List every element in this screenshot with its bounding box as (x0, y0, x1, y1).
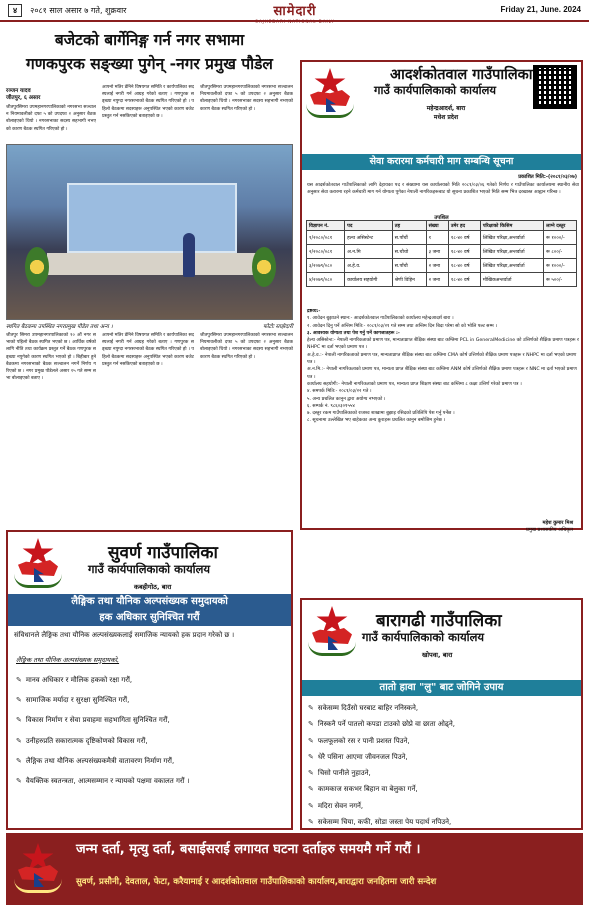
note-item: ८. सूचनामा उल्लेखित भए बाहेकका अन्य कुराहरू प्रचलित कानुन बमोजिम हुनेछ । (307, 418, 446, 424)
table-cell: ४/२०७९/०८० (307, 273, 345, 287)
list-item: ✎ विकास निर्माण र सेवा प्रवाहमा सहभागिता सुनिश्चित गरौं, (16, 710, 288, 730)
article-col-3: जीतपुरसिमरा उपमहानगरपालिकाको नगरसभा सञ्चालन नियमावलीको दफा ५ को उपदफा २ अनुसार बैठक बोलाइएको थियो । नगरसभाका सदस्य सहभागी नभएको कारण बैठक स्थगित गरिएको हो । (200, 333, 293, 360)
article-col-3-intro: जीतपुरसिमरा उपमहानगरपालिकाको नगरसभा सञ्चालन नियमावलीको दफा ५ को उपदफा २ अनुसार बैठक बोलाइएको थियो । नगरसभाका सदस्य सहभागी नभएको कारण बैठक स्थगित गरिएको हो । (200, 85, 293, 112)
nepal-emblem-icon (306, 68, 354, 120)
notice2-subtitle: गाउँ कार्यपालिकाको कार्यालय (88, 562, 211, 576)
col-header: परिक्षाको किसिम (480, 221, 543, 231)
pen-icon: ✎ (16, 736, 22, 745)
note-item: ७. दस्तुर रकम गाउँपालिकाको राजश्व शाखामा बुझाइ रसिदको प्रतिलिपि पेश गर्नु पर्नेछ । (307, 411, 455, 417)
notice1-intro: यस आदर्शकोतवाल गाउँपालिकाको लागि देहायका पद र संख्यामा यस कार्यालयको मिति २०८१/०३/०६ गतेको निर्णय र गाउँपालिका कार्यालयमा स्थानीय सेवा अनुसार सेवा करारमा रहने कर्मचारी माग गर्न योग्यता पुगेका नेपाली नागरिकहरूबाट यो सूचना प्रकाशित भएको मिति सम्म भित्र दरखास्त आह्वान गरिन्छ । (307, 183, 579, 196)
headline-line-2: गणकपुरक सङ्ख्या पुगेन् -नगर प्रमुख पौडेल (26, 55, 273, 73)
pen-icon: ✎ (16, 716, 22, 725)
notice3-list (308, 700, 580, 830)
col-header: तह (392, 221, 426, 231)
article-col-1-intro: जीतपुरसिमरा उपमहानगरपालिकाको नगरसभा सञ्चालन नियमावलीको दफा ५ को उपदफा २ अनुसार बैठक बोलाइएको थियो । नगरसभाका सदस्य सहभागी नभएको कारण बैठक स्थगित गरिएको हो । (6, 105, 96, 132)
note-item: १. आवेदन बुझाउने स्थान:- आदर्शकोतवाल गाउँपालिकाको कार्यालय महेन्द्रआदर्श बारा । (307, 316, 454, 322)
article-col-1: जीतपुर सिमरा उपमहानगरपालिकाको १० औं नगर सभाको पहिलो बैठक स्थगित भएको छ । आर्थिक वर्षको लागि नीति तथा कार्यक्रम प्रस्तुत गर्ने बैठक गणपुरक सङ्ख्या नपुगेको कारण स्थगित भएको हो । बिहीबार हुने बैठकमा नगरसभाको बैठक सञ्चालन नगर्ने निर्णय गरिएको छ । नगर प्रमुख पौडेलले असार १५ गते सम्म सभा बोलाइएको बताए । (6, 333, 96, 382)
notice2-list (16, 670, 288, 791)
table-cell: १८-४० वर्ष (448, 231, 480, 245)
vacancy-table-header-row (307, 221, 577, 231)
nepal-emblem-icon (14, 538, 62, 590)
list-item: ✎ उनीहरुप्रति सकारात्मक दृष्टिकोणको विकास गरौं, (16, 731, 288, 751)
note-item: ३. आवश्यक योग्यता तथा पेश गर्नु पर्ने कागजातहरू :- (307, 330, 400, 336)
note-item: ५. अन्य प्रचलित कानुन द्वारा अयोग्य नभएको । (307, 396, 386, 402)
table-cell: रू ५००/- (544, 273, 577, 287)
note-item: २. आवेदन दिनु पर्ने अन्तिम मिति:- २०८१/०३/२१ गते सम्म तथा अन्तिम दिन बिदा परेमा सो को भोलि पल्ट सम्म । (307, 323, 497, 329)
table-cell: २ जना (426, 259, 448, 273)
list-item: ✎ चिसो पानीले नुहाउने, (308, 765, 580, 781)
news-article (6, 28, 293, 555)
table-cell: स.पाँचौं (392, 231, 426, 245)
list-item: ✎ सकेसम्म दिउँसो घरबाट बाहिर ननिस्कने, (308, 700, 580, 716)
notice3-subtitle: गाउँ कार्यपालिकाको कार्यालय (362, 630, 485, 644)
notice3-title: बारागढी गाउँपालिका (376, 611, 502, 631)
photo-credit: फोटोः साझेदारी (262, 324, 293, 330)
notice-adarshkotwal (300, 60, 583, 533)
table-cell: रू १०००/- (544, 231, 577, 245)
col-header: विज्ञापन नं. (307, 221, 345, 231)
notice1-place: महेन्द्रआदर्श, बारा मधेश प्रदेश (426, 105, 466, 121)
table-cell: श्रेणी विहिन (392, 273, 426, 287)
col-header: उमेर हद (448, 221, 480, 231)
list-item: ✎ कामकाज सकभर बिहान वा बेलुका गर्ने, (308, 781, 580, 797)
photo-table (47, 253, 257, 275)
footer-banner (6, 833, 583, 905)
brand-name: सामेदारी (273, 4, 317, 19)
list-item: ✎ लैङ्गिक तथा यौनिक अल्पसंख्यकमैत्री वातावरण निर्माण गरौं, (16, 751, 288, 771)
notice3-place: खोपवा, बारा (422, 651, 453, 659)
pen-icon: ✎ (308, 736, 314, 745)
col-header: संख्या (426, 221, 448, 231)
notice2-list-heading: लैङ्गिक तथा यौनिक अल्पसंख्यक समुदायको, (16, 656, 120, 664)
notice2-place: कबहीगोठ, बारा (134, 583, 172, 591)
qr-code-icon (533, 65, 577, 109)
note-item: ६. सम्पर्क नं. ९८६०३०१५५४ (307, 403, 355, 409)
list-item: ✎ वैयक्तिक स्वतन्त्रता, आत्मसम्मान र न्यायको पक्षमा वकालत गरौं । (16, 771, 288, 791)
photo-flowers-right (252, 247, 276, 287)
nepal-emblem-icon (14, 843, 62, 895)
table-row (307, 273, 577, 287)
table-cell: २/२०८०/०८१ (307, 245, 345, 259)
footer-message: जन्म दर्ता, मृत्यु दर्ता, बसाईसराई लगायत घटना दर्ताहरु समयमै गर्ने गरौं । (76, 842, 421, 857)
pen-icon: ✎ (16, 777, 22, 786)
note-item: कार्यालय सहयोगी:- नेपाली नागरिकताको प्रमाण पत्र, मान्यता प्राप्त शिक्षण संस्था बाट कम्तिमा ८ कक्षा उत्तिर्ण गरेको प्रमाण पत्र । (307, 381, 522, 387)
article-col-2-intro: आफ्नो मतिर डेनिने विषयगत समिति र कार्यपालिका सदस्यलाई नगरी गर्न आग्रह गरेको बताए । गणपुरक सङ्ख्या नपुग्दा नगरसभाको बैठक स्थगित गरिएको हो । पहिलो बैठकमा सदस्यहरू अनुपस्थित भएको कारण बजेट प्रस्तुत गर्न नसकिएको बताइएको छ । (102, 85, 194, 119)
pen-icon: ✎ (16, 696, 22, 705)
notes-title: द्रष्टव्य:- (307, 309, 321, 314)
table-cell: अ.हे.व. (345, 259, 393, 273)
table-cell: १८-४० वर्ष (448, 259, 480, 273)
pen-icon: ✎ (308, 769, 314, 778)
pen-icon: ✎ (16, 756, 22, 765)
article-col-2: आफ्नो मतिर डेनिने विषयगत समिति र कार्यपालिका सदस्यलाई नगरी गर्न आग्रह गरेको बताए । गणपुरक सङ्ख्या नपुग्दा नगरसभाको बैठक स्थगित गरिएको हो । पहिलो बैठकमा सदस्यहरू अनुपस्थित भएको कारण बजेट प्रस्तुत गर्न नसकिएको बताइएको छ । (102, 333, 194, 367)
notice-baragadhi (300, 598, 583, 830)
table-cell: रू १०००/- (544, 259, 577, 273)
english-date: Friday 21, June. 2024 (500, 5, 581, 14)
table-cell: १ (426, 231, 448, 245)
notice2-title: सुवर्ण गाउँपालिका (108, 543, 218, 563)
table-cell: १८-४० वर्ष (448, 245, 480, 259)
table-cell: रू ८००/- (544, 245, 577, 259)
table-cell: हल्थ असिस्टेन्ट (345, 231, 393, 245)
notice-suwarna (6, 530, 293, 830)
table-cell: अ.न.मि (345, 245, 393, 259)
nepal-emblem-icon (308, 606, 356, 658)
table-cell: स.चौथो (392, 245, 426, 259)
pen-icon: ✎ (308, 801, 314, 810)
list-item: ✎ मदिरा सेवन नगर्ने, (308, 798, 580, 814)
byline-name: रञ्जन यादव (6, 88, 31, 94)
photo-speaker (183, 233, 195, 277)
brand-tagline: SAJHEDARI NATIONAL DAILY (255, 19, 335, 24)
headline-line-1: बजेटको बार्गेनिङ्ग गर्न नगर सभामा (54, 31, 245, 49)
notice3-heading-band: तातो हावा "लु" बाट जोगिने उपाय (302, 680, 581, 696)
table-cell: लिखित परिक्षा,अन्तर्वार्ता (480, 231, 543, 245)
note-item: अ.हे.व.:- नेपाली नागरिकताको प्रमाण पत्र, मान्यताप्राप्त शैक्षिक संस्था बाट कम्तिमा CMA कोर्ष उत्तिर्णको शैक्षिक प्रमाण पत्रहरू र NHPC मा दर्ता भएको प्रमाण पत्र । (307, 352, 577, 366)
byline (6, 88, 52, 102)
notice2-heading-band: लैङ्गिक तथा यौनिक अल्पसंख्यक समुदायको हक अधिकार सुनिश्चित गरौं (8, 594, 291, 626)
list-item: ✎ धेरै पसिना आएमा जीवनजल पिउने, (308, 749, 580, 765)
table-cell: ३ जना (426, 245, 448, 259)
note-item: ४. समपर्क मिति:- २०८१/०३/२२ गते । (307, 389, 372, 395)
notice1-subtitle: गाउँ कार्यपालिकाको कार्यालय (374, 83, 497, 97)
table-cell: मौखिकअन्तर्वार्ता (480, 273, 543, 287)
list-item: ✎ सकेसम्म चिया, कफी, सोडा जस्ता पेय पदार्थ नपिउने, (308, 814, 580, 830)
table-row (307, 245, 577, 259)
photo-caption (6, 322, 293, 330)
news-photo (6, 144, 293, 320)
table-cell: स.पाँचौ (392, 259, 426, 273)
table-cell: १/२०८०/०८१ (307, 231, 345, 245)
newspaper-logo (215, 1, 375, 24)
masthead (0, 0, 589, 22)
notice1-publish-date: प्रकाशित मिति:-(२०८१/०३/०७) (518, 174, 577, 180)
note-item: अ.न.मि.:- नेपाली नागरिकताको प्रमाण पत्र, मान्यता प्राप्त शैक्षिक संस्था बाट कम्तिमा ANM कोर्ष उत्तिर्णको शैक्षिक प्रमाण पत्रहरू र NNC मा दर्ता भएको प्रमाण पत्र । (307, 367, 577, 380)
vacancy-table-title: तपशिल (434, 215, 449, 221)
pen-icon: ✎ (16, 676, 22, 684)
photo-flowers-left (25, 247, 49, 287)
pen-icon: ✎ (308, 704, 314, 712)
pen-icon: ✎ (308, 752, 314, 761)
pen-icon: ✎ (308, 785, 314, 794)
table-cell: लिखित परिक्षा,अन्तर्वार्ता (480, 259, 543, 273)
pen-icon: ✎ (308, 818, 314, 827)
table-cell: लिखित परिक्षा,अन्तर्वार्ता (480, 245, 543, 259)
vacancy-table (306, 220, 577, 287)
list-item: ✎ मानव अधिकार र मौलिक हकको रक्षा गरौं, (16, 670, 288, 690)
pen-icon: ✎ (308, 720, 314, 729)
table-row (307, 231, 577, 245)
notice1-heading-band: सेवा करारमा कर्मचारी माग सम्बन्धि सूचना (302, 154, 581, 170)
list-item: ✎ फलफूलको रस र पानी प्रशस्त पिउने, (308, 733, 580, 749)
table-cell: २ जना (426, 273, 448, 287)
caption-text: स्थगित बैठकमा उपस्थित नगरप्रमुख पौडेल तथा अन्य । (6, 324, 113, 330)
table-cell: ३/२०७९/०८० (307, 259, 345, 273)
table-cell: १८-४० वर्ष (448, 273, 480, 287)
note-item: हेल्थ असिस्टेन्ट:- नेपाली नागरिकताको प्रमाण पत्र, मान्यताप्राप्त शैक्षिक संस्था बाट कम्तिमा PCL in GeneralMedicine को उत्तिर्णको शैक्षिक प्रमाण पत्रहरू र NHPC मा दर्ता भएको प्रमाण पत्र । (307, 338, 579, 351)
notice2-intro: संविधानले लैङ्गिक तथा यौनिक अल्पसंख्यकलाई समाजिक न्यायको हक प्रदान गरेको छ । (14, 631, 235, 639)
table-cell: कार्यालय सहयोगी (345, 273, 393, 287)
page-number: ४ (8, 4, 22, 17)
col-header: पद (345, 221, 393, 231)
table-row (307, 259, 577, 273)
notice1-signature: महेश कुमार मिश्र प्रमुख प्रशासकीय अधिकृत (526, 520, 573, 533)
notice1-title: आदर्शकोतवाल गाउँपालिका (390, 66, 533, 83)
nepali-date: २०८१ साल असार ७ गते, शुक्रवार (30, 5, 127, 15)
byline-place: जीतपुर, ६ असार (6, 95, 41, 101)
list-item: ✎ सामाजिक मर्यादा र सुरक्षा सुनिश्चित गरौं, (16, 690, 288, 710)
photo-stage-banner (67, 183, 237, 253)
footer-issuers: सुवर्ण, प्रसौनी, देवताल, फेटा, करैयामाई र आदर्शकोतवाल गाउँपालिकाको कार्यालय,बाराद्वारा जनहितमा जारी सन्देश (76, 877, 437, 887)
notice1-notes (307, 308, 579, 425)
list-item: ✎ निस्कनै पर्ने पातलो कपडा टाउको छोप्ने वा छाता ओढ्ने, (308, 716, 580, 732)
col-header: लाग्ने दस्तुर (544, 221, 577, 231)
